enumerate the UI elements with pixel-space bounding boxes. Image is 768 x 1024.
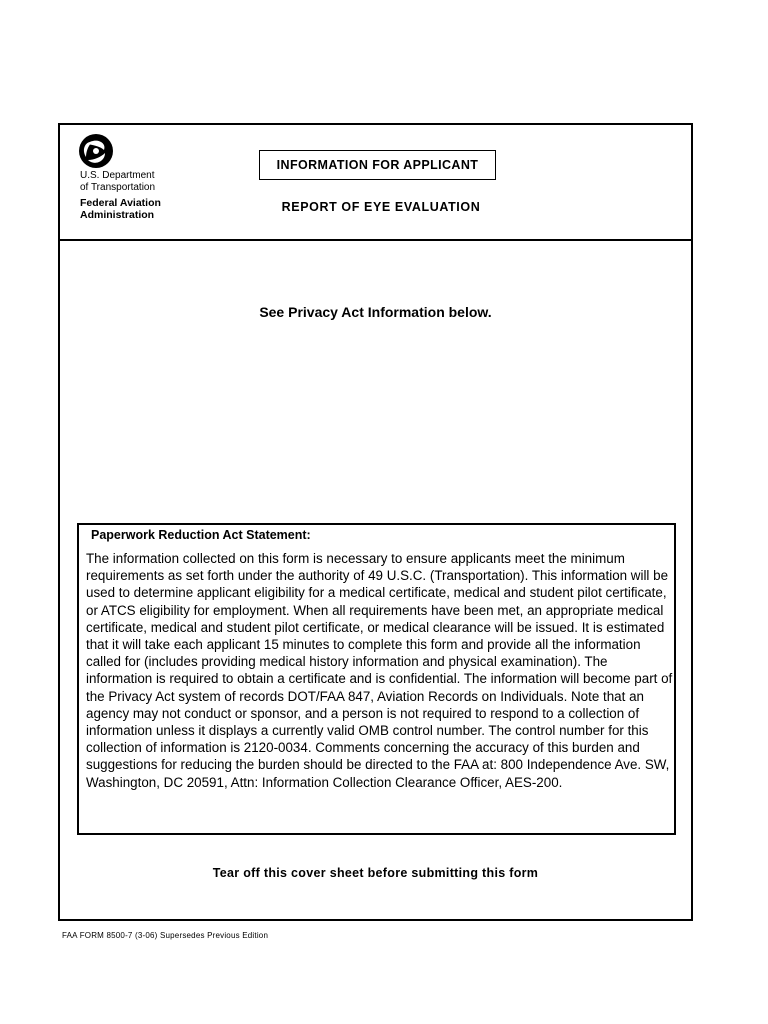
form-header	[60, 125, 691, 241]
faa-line-1: Federal Aviation	[80, 197, 161, 209]
paperwork-body: The information collected on this form is necessary to ensure applicants meet the minimum requirements as set forth under the authority of 49 U.S.C. (Transportation). This information will be used to determine applicant eligibility for a medical certificate, medical and student pilot certificate, or ATCS eligibility for employment. When all requirements have been met, an appropriate medical certificate, medical and student pilot certificate, or medical clearance will be issued. It is estimated that it will take each applicant 15 minutes to complete this form and provide all the information called for (includes providing medical history information and physical examination). The information is required to obtain a certificate and is confidential. The information will become part of the Privacy Act system of records DOT/FAA 847, Aviation Records on Individuals. Note that an agency may not conduct or sponsor, and a person is not required to respond to a collection of information unless it displays a currently valid OMB control number. The control number for this collection of information is 2120-0034. Comments concerning the accuracy of this burden and suggestions for reducing the burden should be directed to the FAA at: 800 Independence Ave. SW, Washington, DC 20591, Attn: Information Collection Clearance Officer, AES-200.	[86, 551, 673, 790]
faa-line-2: Administration	[80, 209, 155, 221]
agency-name	[80, 170, 161, 221]
form-footer: FAA FORM 8500-7 (3-06) Supersedes Previous Edition	[62, 931, 269, 940]
form-frame	[58, 123, 693, 921]
paperwork-title: Paperwork Reduction Act Statement:	[91, 528, 311, 542]
report-title: REPORT OF EYE EVALUATION	[281, 200, 481, 214]
tear-off-instruction: Tear off this cover sheet before submitting this form	[212, 866, 539, 880]
paperwork-reduction-box	[77, 523, 676, 835]
info-for-applicant-label: INFORMATION FOR APPLICANT	[259, 150, 496, 180]
dept-line-2: of Transportation	[80, 182, 156, 193]
dept-line-1: U.S. Department	[80, 170, 155, 181]
dot-logo-icon	[78, 133, 114, 169]
privacy-note: See Privacy Act Information below.	[259, 304, 492, 320]
